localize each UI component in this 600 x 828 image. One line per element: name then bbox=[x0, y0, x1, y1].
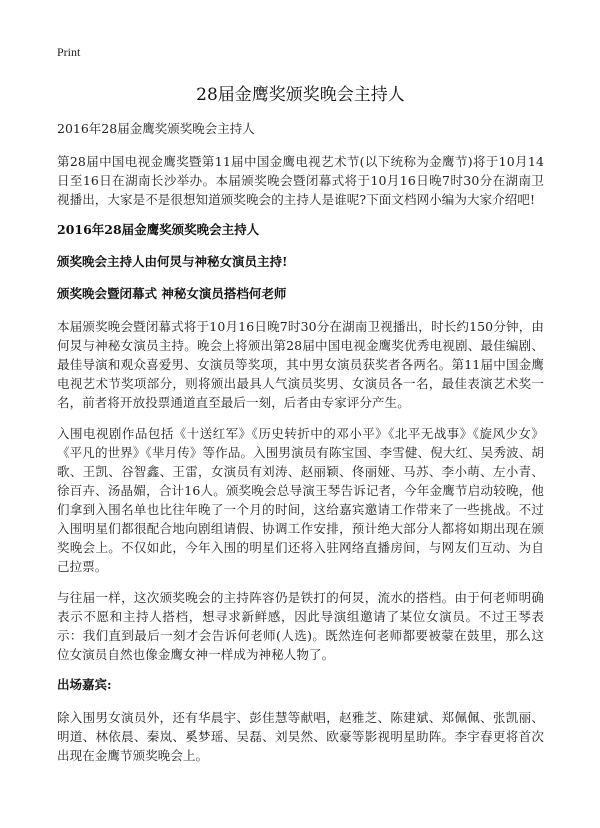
body-paragraph-1: 本届颁奖晚会暨闭幕式将于10月16日晚7时30分在湖南卫视播出，时长约150分钟，由何炅与神秘女演员主持。晚会上将颁出第28届中国电视金鹰奖优秀电视剧、最佳编剧、最佳导演和观众喜爱男、女演员等奖项，其中男女演员获奖者各两名。第11届中国金鹰电视艺术节奖项部分，则将颁出最具人气演员奖男、女演员各一名，最佳表演艺术奖一名，前者将开放投票通道直至最后一刻，后者由专家评分产生。 bbox=[57, 319, 544, 410]
subtitle: 2016年28届金鹰奖颁奖晚会主持人 bbox=[57, 121, 255, 136]
section-heading-guests: 出场嘉宾: bbox=[57, 677, 112, 692]
print-link[interactable]: Print bbox=[57, 45, 81, 59]
page-title: 28届金鹰奖颁奖晚会主持人 bbox=[196, 85, 405, 105]
section-heading-2: 颁奖晚会主持人由何炅与神秘女演员主持! bbox=[57, 254, 288, 269]
section-heading-1: 2016年28届金鹰奖颁奖晚会主持人 bbox=[57, 222, 260, 237]
body-paragraph-3: 与往届一样，这次颁奖晚会的主持阵容仍是铁打的何炅，流水的搭档。由于何老师明确表示不愿和主持人搭档，想寻求新鲜感，因此导演组邀请了某位女演员。不过王琴表示：我们直到最后一刻才会告诉何老师(人选)。既然连何老师都要被蒙在鼓里，那么这位女演员自然也像金鹰女神一样成为神秘人物了。 bbox=[57, 590, 544, 662]
intro-paragraph: 第28届中国电视金鹰奖暨第11届中国金鹰电视艺术节(以下统称为金鹰节)将于10月14日至16日在湖南长沙举办。本届颁奖晚会暨闭幕式将于10月16日晚7时30分在湖南卫视播出，大家是不是很想知道颁奖晚会的主持人是谁呢?下面文档网小编为大家介绍吧! bbox=[57, 154, 544, 207]
body-paragraph-2: 入围电视剧作品包括《十送红军》《历史转折中的邓小平》《北平无战事》《旋风少女》《平凡的世界》《芈月传》等作品。入围男演员有陈宝国、李雪健、倪大红、吴秀波、胡歌、王凯、谷智鑫、王雷，女演员有刘涛、赵丽颖、佟丽娅、马苏、李小萌、左小青、徐百卉、汤晶媚，合计16人。颁奖晚会总导演王琴告诉记者，今年金鹰节启动较晚，他们拿到入围名单也比往年晚了一个月的时间，这给嘉宾邀请工作带来了一些挑战。不过入围明星们都很配合地向剧组请假、协调工作安排，预计绝大部分人都将如期出现在颁奖晚会上。不仅如此，今年入围的明星们还将入驻网络直播房间，与网友们互动、为自己拉票。 bbox=[57, 426, 544, 574]
section-heading-3: 颁奖晚会暨闭幕式 神秘女演员搭档何老师 bbox=[57, 286, 287, 301]
body-paragraph-4: 除入围男女演员外，还有华晨宇、彭佳慧等献唱，赵雅芝、陈建斌、郑佩佩、张凯丽、明道、林依晨、秦岚、奚梦瑶、吴磊、刘昊然、欧豪等影视明星助阵。李宇春更将首次出现在金鹰节颁奖晚会上。 bbox=[57, 710, 544, 763]
